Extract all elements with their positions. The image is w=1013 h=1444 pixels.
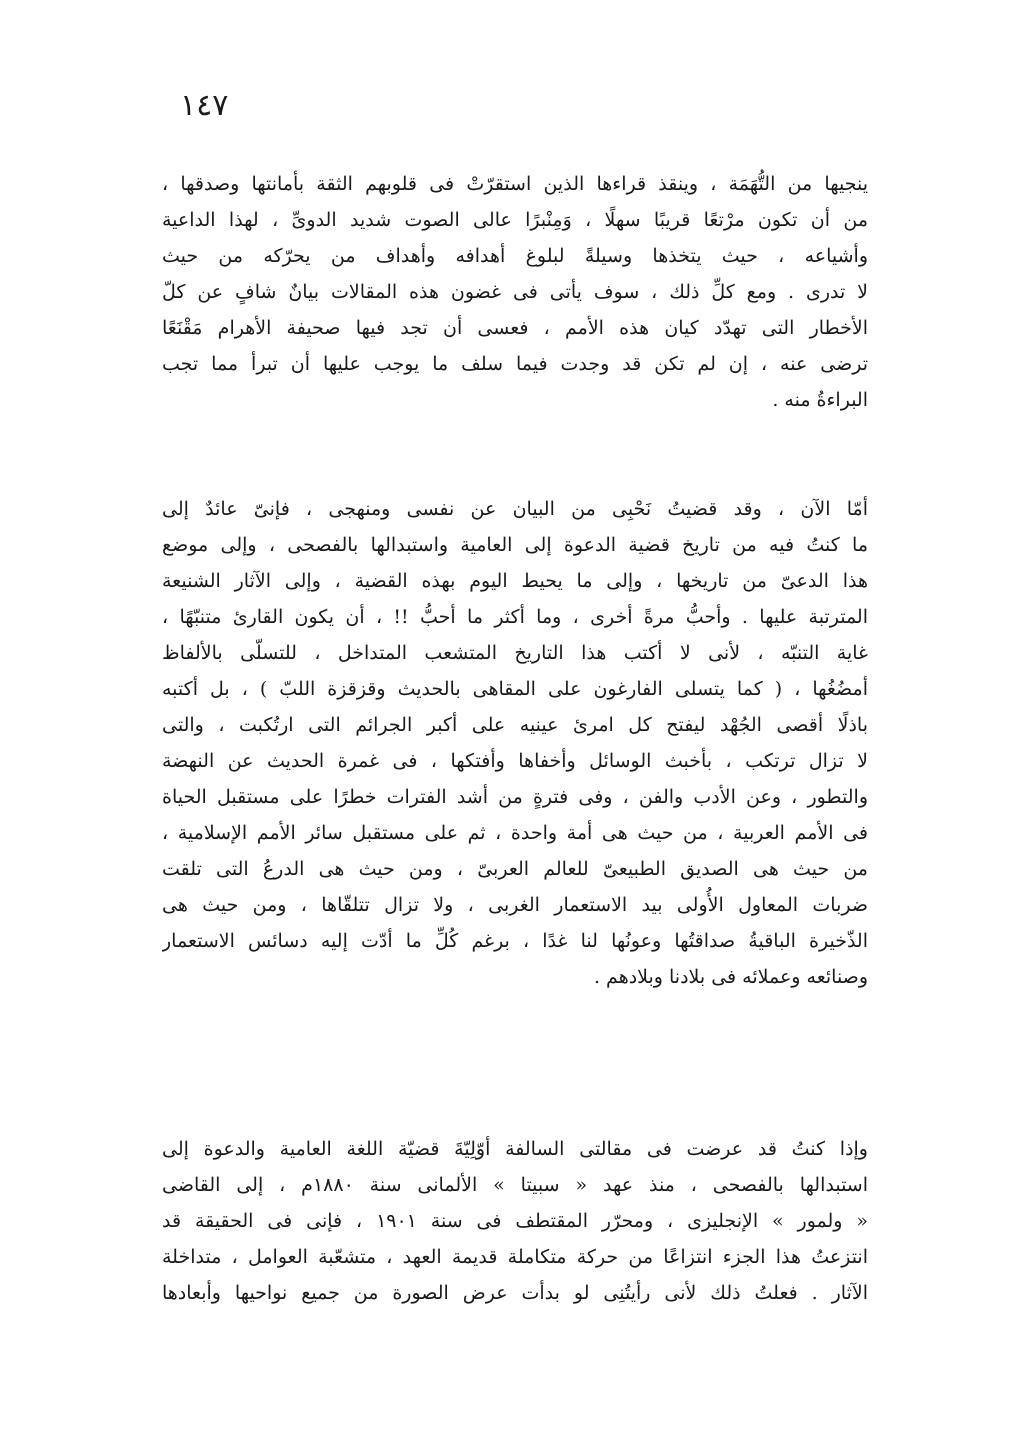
text-line: لا تزال ترتكب ، بأخبث الوسائل وأخفاها وأفتكها ، فى غمرة الحديث عن النهضة bbox=[162, 750, 868, 772]
text-line: وأشياعه ، حيث يتخذها وسيلةً لبلوغ أهدافه وأهداف من يحرّكه من حيث bbox=[162, 245, 868, 267]
text-line: الذّخيرة الباقيةُ صداقتُها وعونُها لنا غدًا ، برغم كُلِّ ما أدّت إليه دسائس الاستعمار bbox=[162, 930, 868, 952]
text-line: « ولمور » الإنجليزى ، ومحرّر المقتطف فى سنة ١٩٠١ ، فإنى فى الحقيقة قد bbox=[162, 1210, 868, 1232]
text-line: المترتبة عليها . وأحبُّ مرةً أخرى ، وما أكثر ما أحبُّ !! ، أن يكون القارئ متنبّهًا ، bbox=[162, 606, 868, 628]
text-line: البراءةُ منه . bbox=[772, 389, 868, 411]
text-line: أمّا الآن ، وقد قضيتُ نَحْبِى من البيان عن نفسى ومنهجى ، فإنىّ عائدٌ إلى bbox=[162, 498, 868, 520]
text-line: أمضُغُها ، ( كما يتسلى الفارغون على المقاهى بالحديث وقزقزة اللبّ ) ، بل أكتبه bbox=[162, 678, 868, 700]
text-line: هذا الدعىّ من تاريخها ، وإلى ما يحيط اليوم بهذه القضية ، وإلى الآثار الشنيعة bbox=[162, 570, 868, 592]
text-line: ينجيها من التُّهَمَة ، وينقذ قراءها الذين استقرّتْ فى قلوبهم الثقة بأمانتها وصدقها ، bbox=[162, 173, 868, 195]
paragraph-2 bbox=[162, 491, 868, 995]
text-line: والتطور ، وعن الأدب والفن ، وفى فترةٍ من أشد الفترات خطرًا على مستقبل الحياة bbox=[162, 786, 868, 808]
text-line: وصنائعه وعملائه فى بلادنا وبلادهم . bbox=[593, 966, 868, 988]
page-number: ١٤٧ bbox=[180, 88, 229, 123]
text-line: من أن تكون مرْتعًا قريبًا سهلًا ، وَمِنْبرًا عالى الصوت شديد الدوىِّ ، لهذا الداعية bbox=[162, 209, 868, 231]
text-line: فى الأمم العربية ، من حيث هى أمة واحدة ، ثم على مستقبل سائر الأمم الإسلامية ، bbox=[162, 822, 868, 844]
text-line: ضربات المعاول الأُولى بيد الاستعمار الغربى ، ولا تزال تتلقّاها ، ومن حيث هى bbox=[162, 894, 868, 916]
text-line: من حيث هى الصديق الطبيعىّ للعالم العربىّ ، ومن حيث هى الدرعُ التى تلقت bbox=[162, 858, 868, 880]
text-line: باذلًا أقصى الجُهْد ليفتح كل امرئ عينيه على أكبر الجرائم التى ارتُكبت ، والتى bbox=[162, 714, 868, 736]
text-line: لا تدرى . ومع كلِّ ذلك ، سوف يأتى فى غضون هذه المقالات بيانٌ شافٍ عن كلّ bbox=[162, 281, 868, 303]
text-line: ترضى عنه ، إن لم تكن قد وجدت فيما سلف ما يوجب عليها أن تبرأ مما تجب bbox=[162, 353, 868, 375]
text-line: الآثار . فعلتُ ذلك لأنى رأيتُنِى لو بدأت عرض الصورة من جميع نواحيها وأبعادها bbox=[162, 1282, 868, 1304]
paragraph-1 bbox=[162, 166, 868, 418]
paragraph-3 bbox=[162, 1131, 868, 1311]
text-line: استبدالها بالفصحى ، منذ عهد « سبيتا » الألمانى سنة ١٨٨٠م ، إلى القاضى bbox=[162, 1174, 868, 1196]
text-line: الأخطار التى تهدّد كيان هذه الأمم ، فعسى أن تجد فيها صحيفة الأهرام مَقْنَعًا bbox=[162, 317, 868, 339]
text-line: انتزعتُ هذا الجزء انتزاعًا من حركة متكاملة قديمة العهد ، متشعّبة العوامل ، متداخلة bbox=[162, 1246, 868, 1268]
text-line: غاية التنبّه ، لأنى لا أكتب هذا التاريخ المتشعب المتداخل ، للتسلّى بالألفاظ bbox=[162, 642, 868, 664]
text-line: وإذا كنتُ قد عرضت فى مقالتى السالفة أوّلِيّةَ قضيّة اللغة العامية والدعوة إلى bbox=[162, 1138, 868, 1160]
text-line: ما كنتُ فيه من تاريخ قضية الدعوة إلى العامية واستبدالها بالفصحى ، وإلى موضع bbox=[162, 534, 868, 556]
